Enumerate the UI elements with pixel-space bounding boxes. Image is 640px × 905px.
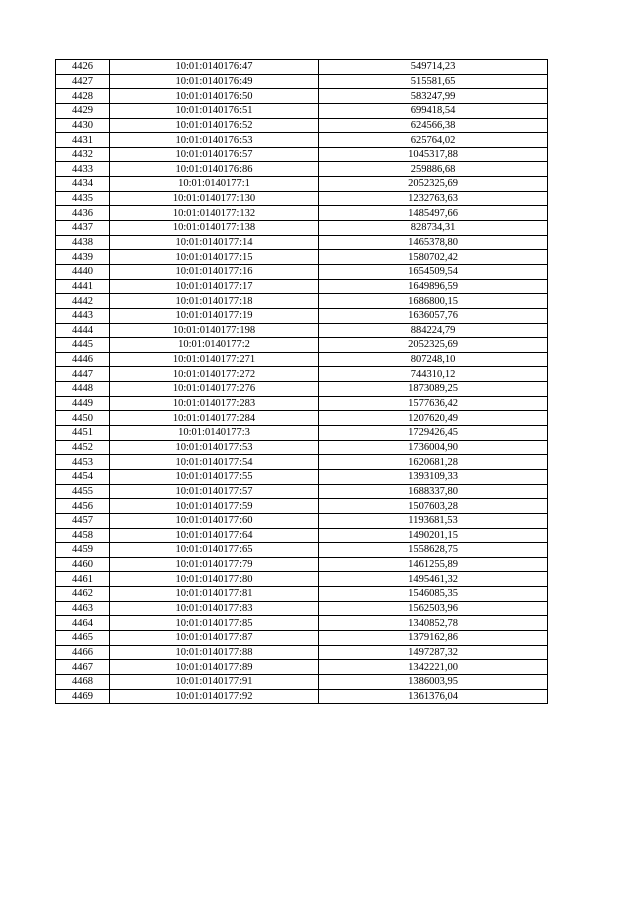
table-row	[56, 235, 548, 250]
row-number-cell: 4436	[56, 206, 110, 221]
value-cell: 1686800,15	[319, 294, 548, 309]
value-cell: 1729426,45	[319, 426, 548, 441]
value-cell: 1379162,86	[319, 630, 548, 645]
value-cell: 1507603,28	[319, 499, 548, 514]
row-number-cell: 4442	[56, 294, 110, 309]
row-number-cell: 4469	[56, 689, 110, 704]
row-number-cell: 4435	[56, 191, 110, 206]
cadastral-number-cell: 10:01:0140177:85	[110, 616, 319, 631]
value-cell: 515581,65	[319, 74, 548, 89]
cadastral-number-cell: 10:01:0140177:59	[110, 499, 319, 514]
table-row	[56, 396, 548, 411]
cadastral-number-cell: 10:01:0140177:55	[110, 469, 319, 484]
row-number-cell: 4458	[56, 528, 110, 543]
cadastral-number-cell: 10:01:0140177:64	[110, 528, 319, 543]
table-row	[56, 660, 548, 675]
value-cell: 1636057,76	[319, 308, 548, 323]
cadastral-value-table	[55, 59, 548, 704]
value-cell: 583247,99	[319, 89, 548, 104]
row-number-cell: 4428	[56, 89, 110, 104]
cadastral-number-cell: 10:01:0140177:53	[110, 440, 319, 455]
cadastral-number-cell: 10:01:0140177:130	[110, 191, 319, 206]
row-number-cell: 4462	[56, 587, 110, 602]
table-row	[56, 250, 548, 265]
table-row	[56, 221, 548, 236]
table-row	[56, 469, 548, 484]
table-row	[56, 323, 548, 338]
table-row	[56, 308, 548, 323]
value-cell: 1546085,35	[319, 587, 548, 602]
value-cell: 807248,10	[319, 352, 548, 367]
table-row	[56, 674, 548, 689]
row-number-cell: 4450	[56, 411, 110, 426]
row-number-cell: 4459	[56, 543, 110, 558]
value-cell: 744310,12	[319, 367, 548, 382]
row-number-cell: 4467	[56, 660, 110, 675]
cadastral-number-cell: 10:01:0140177:14	[110, 235, 319, 250]
table-row	[56, 133, 548, 148]
row-number-cell: 4440	[56, 264, 110, 279]
table-row	[56, 191, 548, 206]
row-number-cell: 4455	[56, 484, 110, 499]
row-number-cell: 4431	[56, 133, 110, 148]
value-cell: 624566,38	[319, 118, 548, 133]
row-number-cell: 4433	[56, 162, 110, 177]
value-cell: 1193681,53	[319, 513, 548, 528]
cadastral-number-cell: 10:01:0140177:88	[110, 645, 319, 660]
table-row	[56, 440, 548, 455]
cadastral-number-cell: 10:01:0140177:284	[110, 411, 319, 426]
cadastral-number-cell: 10:01:0140177:17	[110, 279, 319, 294]
cadastral-number-cell: 10:01:0140177:198	[110, 323, 319, 338]
table-row	[56, 426, 548, 441]
value-cell: 1873089,25	[319, 382, 548, 397]
table-row	[56, 89, 548, 104]
cadastral-number-cell: 10:01:0140177:91	[110, 674, 319, 689]
cadastral-number-cell: 10:01:0140177:2	[110, 338, 319, 353]
value-cell: 1562503,96	[319, 601, 548, 616]
value-cell: 259886,68	[319, 162, 548, 177]
cadastral-number-cell: 10:01:0140176:52	[110, 118, 319, 133]
row-number-cell: 4427	[56, 74, 110, 89]
row-number-cell: 4454	[56, 469, 110, 484]
cadastral-number-cell: 10:01:0140177:89	[110, 660, 319, 675]
row-number-cell: 4448	[56, 382, 110, 397]
cadastral-number-cell: 10:01:0140177:60	[110, 513, 319, 528]
value-cell: 1461255,89	[319, 557, 548, 572]
table-row	[56, 103, 548, 118]
cadastral-number-cell: 10:01:0140177:276	[110, 382, 319, 397]
cadastral-number-cell: 10:01:0140177:138	[110, 221, 319, 236]
cadastral-number-cell: 10:01:0140177:81	[110, 587, 319, 602]
table-row	[56, 543, 548, 558]
table-row	[56, 499, 548, 514]
cadastral-number-cell: 10:01:0140177:3	[110, 426, 319, 441]
table-row	[56, 382, 548, 397]
cadastral-number-cell: 10:01:0140177:65	[110, 543, 319, 558]
table-row	[56, 484, 548, 499]
table-row	[56, 689, 548, 704]
row-number-cell: 4434	[56, 177, 110, 192]
value-cell: 1497287,32	[319, 645, 548, 660]
table-row	[56, 279, 548, 294]
table-row	[56, 645, 548, 660]
value-cell: 1342221,00	[319, 660, 548, 675]
row-number-cell: 4426	[56, 60, 110, 75]
row-number-cell: 4456	[56, 499, 110, 514]
cadastral-number-cell: 10:01:0140176:50	[110, 89, 319, 104]
row-number-cell: 4463	[56, 601, 110, 616]
row-number-cell: 4468	[56, 674, 110, 689]
cadastral-number-cell: 10:01:0140177:57	[110, 484, 319, 499]
value-cell: 1207620,49	[319, 411, 548, 426]
cadastral-number-cell: 10:01:0140177:87	[110, 630, 319, 645]
value-cell: 1654509,54	[319, 264, 548, 279]
cadastral-number-cell: 10:01:0140177:92	[110, 689, 319, 704]
row-number-cell: 4465	[56, 630, 110, 645]
cadastral-number-cell: 10:01:0140177:132	[110, 206, 319, 221]
cadastral-number-cell: 10:01:0140177:271	[110, 352, 319, 367]
cadastral-number-cell: 10:01:0140177:80	[110, 572, 319, 587]
table-row	[56, 557, 548, 572]
cadastral-number-cell: 10:01:0140177:15	[110, 250, 319, 265]
table-row	[56, 587, 548, 602]
value-cell: 1649896,59	[319, 279, 548, 294]
cadastral-number-cell: 10:01:0140177:54	[110, 455, 319, 470]
cadastral-number-cell: 10:01:0140177:83	[110, 601, 319, 616]
value-cell: 1736004,90	[319, 440, 548, 455]
cadastral-number-cell: 10:01:0140176:53	[110, 133, 319, 148]
cadastral-number-cell: 10:01:0140176:49	[110, 74, 319, 89]
value-cell: 1232763,63	[319, 191, 548, 206]
table-row	[56, 162, 548, 177]
table-row	[56, 294, 548, 309]
value-cell: 1620681,28	[319, 455, 548, 470]
row-number-cell: 4445	[56, 338, 110, 353]
value-cell: 1485497,66	[319, 206, 548, 221]
value-cell: 1465378,80	[319, 235, 548, 250]
row-number-cell: 4461	[56, 572, 110, 587]
value-cell: 1361376,04	[319, 689, 548, 704]
table-row	[56, 264, 548, 279]
value-cell: 625764,02	[319, 133, 548, 148]
row-number-cell: 4430	[56, 118, 110, 133]
table-row	[56, 616, 548, 631]
table-row	[56, 60, 548, 75]
value-cell: 699418,54	[319, 103, 548, 118]
row-number-cell: 4451	[56, 426, 110, 441]
row-number-cell: 4466	[56, 645, 110, 660]
value-cell: 1577636,42	[319, 396, 548, 411]
table-row	[56, 630, 548, 645]
table-row	[56, 367, 548, 382]
table-row	[56, 206, 548, 221]
row-number-cell: 4446	[56, 352, 110, 367]
value-cell: 1580702,42	[319, 250, 548, 265]
value-cell: 549714,23	[319, 60, 548, 75]
table-row	[56, 572, 548, 587]
table-row	[56, 528, 548, 543]
value-cell: 2052325,69	[319, 338, 548, 353]
value-cell: 884224,79	[319, 323, 548, 338]
value-cell: 1688337,80	[319, 484, 548, 499]
value-cell: 1558628,75	[319, 543, 548, 558]
table-row	[56, 177, 548, 192]
value-cell: 1393109,33	[319, 469, 548, 484]
table-row	[56, 513, 548, 528]
row-number-cell: 4453	[56, 455, 110, 470]
row-number-cell: 4452	[56, 440, 110, 455]
value-cell: 1340852,78	[319, 616, 548, 631]
table-row	[56, 147, 548, 162]
row-number-cell: 4432	[56, 147, 110, 162]
cadastral-number-cell: 10:01:0140176:47	[110, 60, 319, 75]
table-row	[56, 455, 548, 470]
table-row	[56, 411, 548, 426]
value-cell: 828734,31	[319, 221, 548, 236]
value-cell: 1495461,32	[319, 572, 548, 587]
table-body	[56, 60, 548, 704]
cadastral-number-cell: 10:01:0140177:1	[110, 177, 319, 192]
row-number-cell: 4464	[56, 616, 110, 631]
cadastral-number-cell: 10:01:0140176:86	[110, 162, 319, 177]
row-number-cell: 4444	[56, 323, 110, 338]
row-number-cell: 4460	[56, 557, 110, 572]
value-cell: 1386003,95	[319, 674, 548, 689]
cadastral-number-cell: 10:01:0140177:16	[110, 264, 319, 279]
row-number-cell: 4429	[56, 103, 110, 118]
value-cell: 2052325,69	[319, 177, 548, 192]
table-row	[56, 601, 548, 616]
cadastral-number-cell: 10:01:0140177:79	[110, 557, 319, 572]
value-cell: 1045317,88	[319, 147, 548, 162]
row-number-cell: 4447	[56, 367, 110, 382]
row-number-cell: 4439	[56, 250, 110, 265]
cadastral-number-cell: 10:01:0140177:272	[110, 367, 319, 382]
row-number-cell: 4443	[56, 308, 110, 323]
row-number-cell: 4437	[56, 221, 110, 236]
table-row	[56, 118, 548, 133]
table-row	[56, 338, 548, 353]
cadastral-number-cell: 10:01:0140177:283	[110, 396, 319, 411]
row-number-cell: 4438	[56, 235, 110, 250]
row-number-cell: 4457	[56, 513, 110, 528]
cadastral-number-cell: 10:01:0140177:19	[110, 308, 319, 323]
cadastral-number-cell: 10:01:0140176:57	[110, 147, 319, 162]
table-row	[56, 352, 548, 367]
row-number-cell: 4441	[56, 279, 110, 294]
row-number-cell: 4449	[56, 396, 110, 411]
table-row	[56, 74, 548, 89]
cadastral-number-cell: 10:01:0140176:51	[110, 103, 319, 118]
cadastral-number-cell: 10:01:0140177:18	[110, 294, 319, 309]
value-cell: 1490201,15	[319, 528, 548, 543]
